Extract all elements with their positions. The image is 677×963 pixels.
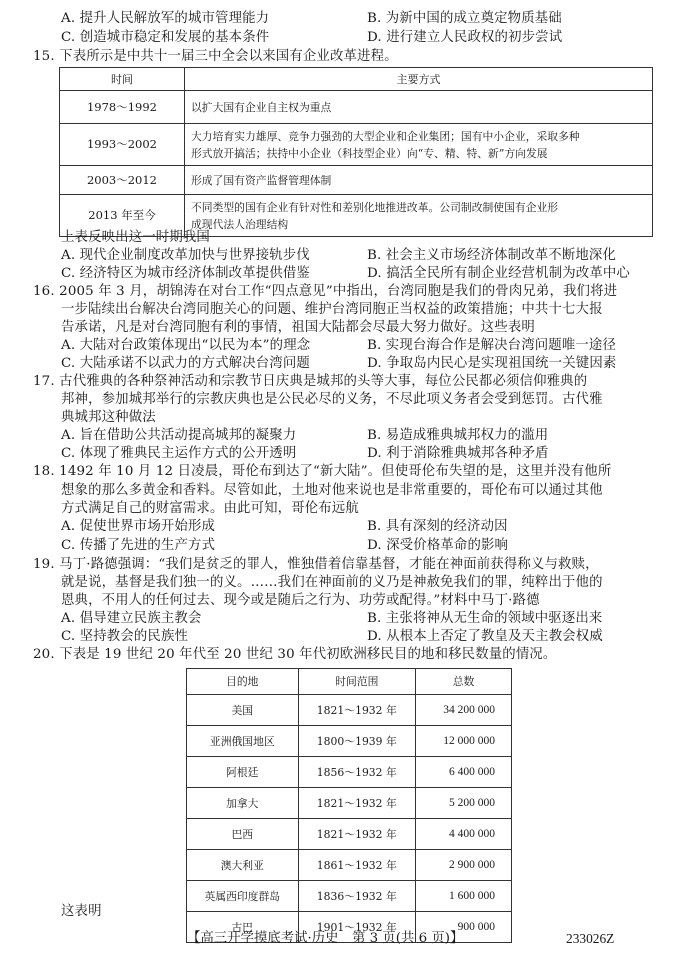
q16-line-1: 16. 2005 年 3 月，胡锦涛在对台工作“四点意见”中指出，台湾同胞是我们的骨肉兄弟，我们将进 bbox=[33, 284, 618, 299]
destination-cell: 阿根廷 bbox=[187, 757, 299, 788]
q17-option-c: C. 体现了雅典民主运作方式的公开透明 bbox=[61, 446, 297, 461]
q19-line-3: 恩典，不用人的任何过去、现今或是随后之行为、功劳或配得。”材料中马丁·路德 bbox=[61, 593, 540, 608]
range-cell: 1800～1939 年 bbox=[298, 726, 415, 757]
period-cell: 2013 年至今 bbox=[60, 195, 185, 237]
total-cell: 4 400 000 bbox=[416, 819, 512, 850]
q15-option-b: B. 社会主义市场经济体制改革不断地深化 bbox=[367, 248, 616, 263]
header-time: 时间 bbox=[60, 68, 185, 91]
q20-stem: 20. 下表是 19 世纪 20 年代至 20 世纪 30 年代初欧洲移民目的地和移民数量的情况。 bbox=[33, 647, 557, 662]
period-cell: 1993～2002 bbox=[60, 124, 185, 166]
range-cell: 1821～1932 年 bbox=[298, 819, 415, 850]
header-method: 主要方式 bbox=[185, 68, 653, 91]
q15-tail: 上表反映出这一时期我国 bbox=[61, 230, 210, 245]
range-cell: 1821～1932 年 bbox=[298, 788, 415, 819]
page-footer: 【高三开学摸底考试·历史 第 3 页(共 6 页)】 bbox=[187, 931, 464, 946]
q17-line-3: 典城邦这种做法 bbox=[61, 410, 156, 425]
table-row bbox=[187, 726, 512, 757]
range-cell: 1821～1932 年 bbox=[298, 695, 415, 726]
header-time-range: 时间范围 bbox=[298, 669, 415, 695]
q16-line-2: 一步陆续出台解决台湾同胞关心的问题、维护台湾同胞正当权益的政策措施；中共十七大报 bbox=[61, 302, 603, 317]
q19-option-d: D. 从根本上否定了教皇及天主教会权威 bbox=[367, 629, 603, 644]
destination-cell: 澳大利亚 bbox=[187, 850, 299, 881]
q18-line-3: 方式满足自己的财富需求。由此可知，哥伦布远航 bbox=[61, 501, 359, 516]
total-cell: 34 200 000 bbox=[416, 695, 512, 726]
q14-option-d: D. 进行建立人民政权的初步尝试 bbox=[367, 30, 563, 45]
q15-option-c: C. 经济特区为城市经济体制改革提供借鉴 bbox=[61, 266, 310, 281]
q15-option-a: A. 现代企业制度改革加快与世界接轨步伐 bbox=[61, 248, 310, 263]
q16-option-b: B. 实现台海合作是解决台湾问题唯一途径 bbox=[367, 338, 616, 353]
table-row bbox=[60, 91, 653, 124]
table-row bbox=[187, 788, 512, 819]
method-cell: 不同类型的国有企业有针对性和差别化地推进改革。公司制改制使国有企业形 成现代法人治理结构 bbox=[185, 195, 653, 237]
period-cell: 2003～2012 bbox=[60, 166, 185, 195]
destination-cell: 加拿大 bbox=[187, 788, 299, 819]
q18-line-2: 想象的那么多黄金和香料。尽管如此，土地对他来说也是非常重要的，哥伦布可以通过其他 bbox=[61, 483, 603, 498]
destination-cell: 亚洲俄国地区 bbox=[187, 726, 299, 757]
table-row bbox=[187, 757, 512, 788]
range-cell: 1836～1932 年 bbox=[298, 881, 415, 912]
q16-line-3: 告承诺，凡是对台湾同胞有利的事情，祖国大陆都会尽最大努力做好。这些表明 bbox=[61, 320, 535, 335]
total-cell: 2 900 000 bbox=[416, 850, 512, 881]
q18-option-b: B. 具有深刻的经济动因 bbox=[367, 519, 508, 534]
range-cell: 1861～1932 年 bbox=[298, 850, 415, 881]
q17-line-2: 邦神，参加城邦举行的宗教庆典也是公民必尽的义务，不尽此项义务者会受到惩罚。古代雅 bbox=[61, 392, 603, 407]
range-cell: 1856～1932 年 bbox=[298, 757, 415, 788]
table-header-row bbox=[187, 669, 512, 695]
exam-code: 233026Z bbox=[566, 931, 615, 946]
q17-line-1: 17. 古代雅典的各种祭神活动和宗教节日庆典是城邦的头等大事，每位公民都必须信仰雅典的 bbox=[33, 374, 588, 389]
q14-option-b: B. 为新中国的成立奠定物质基础 bbox=[367, 11, 562, 26]
q18-option-a: A. 促使世界市场开始形成 bbox=[61, 519, 216, 534]
q15-option-d: D. 搞活全民所有制企业经营机制为改革中心 bbox=[367, 266, 630, 281]
table-row bbox=[187, 695, 512, 726]
header-total: 总数 bbox=[416, 669, 512, 695]
q14-option-a: A. 提升人民解放军的城市管理能力 bbox=[61, 11, 270, 26]
q17-option-b: B. 易造成雅典城邦权力的滥用 bbox=[367, 428, 549, 443]
q18-line-1: 18. 1492 年 10 月 12 日凌晨，哥伦布到达了“新大陆”。但使哥伦布失望的是，这里并没有他所 bbox=[33, 464, 612, 479]
destination-cell: 英属西印度群岛 bbox=[187, 881, 299, 912]
header-destination: 目的地 bbox=[187, 669, 299, 695]
table-row bbox=[187, 881, 512, 912]
table-row bbox=[187, 850, 512, 881]
q16-option-d: D. 争取岛内民心是实现祖国统一关键因素 bbox=[367, 356, 617, 371]
q19-line-2: 就是说，基督是我们独一的义。……我们在神面前的义乃是神赦免我们的罪，纯粹出于他的 bbox=[61, 575, 603, 590]
q15-stem: 15. 下表所示是中共十一届三中全会以来国有企业改革进程。 bbox=[33, 49, 398, 64]
q19-option-c: C. 坚持教会的民族性 bbox=[61, 629, 189, 644]
table-row bbox=[187, 819, 512, 850]
table-row bbox=[60, 166, 653, 195]
table-header-row bbox=[60, 68, 653, 91]
total-cell: 6 400 000 bbox=[416, 757, 512, 788]
method-cell: 以扩大国有企业自主权为重点 bbox=[185, 91, 653, 124]
q17-option-d: D. 利于消除雅典城邦各种矛盾 bbox=[367, 446, 549, 461]
total-cell: 1 600 000 bbox=[416, 881, 512, 912]
q19-line-1: 19. 马丁·路德强调：“我们是贫乏的罪人，惟独借着信靠基督，才能在神面前获得称义与救赎， bbox=[33, 557, 599, 572]
method-cell: 形成了国有资产监督管理体制 bbox=[185, 166, 653, 195]
q18-option-c: C. 传播了先进的生产方式 bbox=[61, 538, 216, 553]
total-cell: 5 200 000 bbox=[416, 788, 512, 819]
q16-option-a: A. 大陆对台政策体现出“以民为本”的理念 bbox=[61, 338, 311, 353]
q18-option-d: D. 深受价格革命的影响 bbox=[367, 538, 509, 553]
q14-option-c: C. 创造城市稳定和发展的基本条件 bbox=[61, 30, 270, 45]
q17-option-a: A. 旨在借助公共活动提高城邦的凝聚力 bbox=[61, 428, 297, 443]
q19-option-b: B. 主张将神从无生命的领域中驱逐出来 bbox=[367, 611, 603, 626]
q15-reform-table bbox=[59, 67, 653, 237]
q20-tail: 这表明 bbox=[61, 904, 102, 919]
destination-cell: 古巴 bbox=[187, 912, 299, 943]
range-cell: 1901～1932 年 bbox=[298, 912, 415, 943]
destination-cell: 巴西 bbox=[187, 819, 299, 850]
destination-cell: 美国 bbox=[187, 695, 299, 726]
method-cell: 大力培育实力雄厚、竞争力强劲的大型企业和企业集团；国有中小企业，采取多种 形式放开搞活；扶持中小企业（科技型企业）向“专、精、特、新”方向发展 bbox=[185, 124, 653, 166]
q19-option-a: A. 倡导建立民族主教会 bbox=[61, 611, 202, 626]
total-cell: 900 000 bbox=[416, 912, 512, 943]
total-cell: 12 000 000 bbox=[416, 726, 512, 757]
period-cell: 1978～1992 bbox=[60, 91, 185, 124]
q20-migration-table bbox=[186, 668, 512, 943]
q16-option-c: C. 大陆承诺不以武力的方式解决台湾问题 bbox=[61, 356, 310, 371]
table-row bbox=[60, 124, 653, 166]
